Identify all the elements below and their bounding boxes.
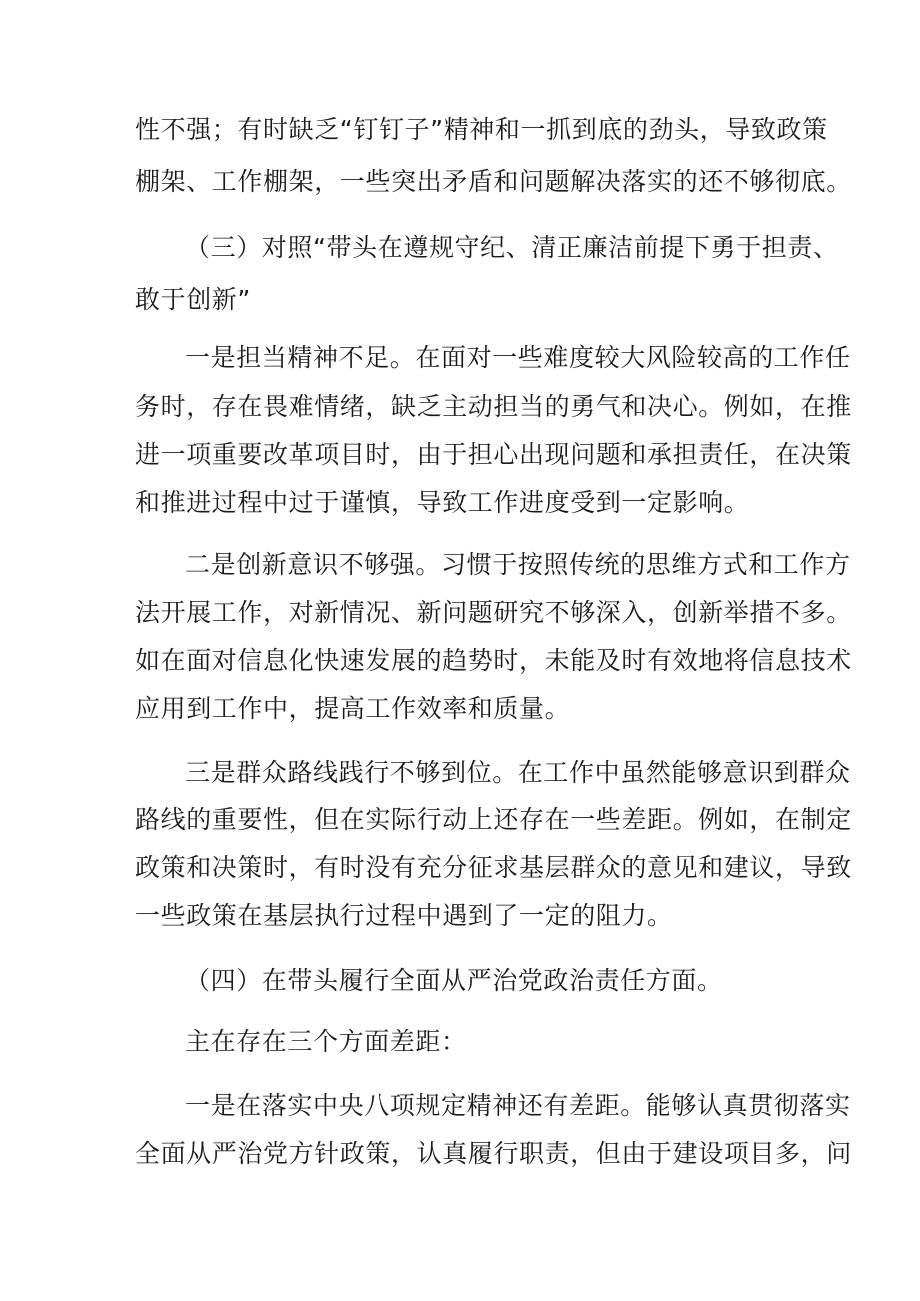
paragraph-line: 和推进过程中过于谨慎，导致工作进度受到一定影响。 [135,488,750,517]
paragraph-line: 一是担当精神不足。在面对一些难度较大风险较高的工作任 [185,343,851,372]
paragraph-line: 二是创新意识不够强。习惯于按照传统的思维方式和工作方 [185,550,851,579]
paragraph-line: 性不强；有时缺乏“钉钉子”精神和一抓到底的劲头，导致政策 [135,115,828,144]
paragraph-line: 路线的重要性，但在实际行动上还存在一些差距。例如，在制定 [135,805,852,834]
paragraph-line: 主在存在三个方面差距： [185,1027,467,1056]
paragraph-line: 三是群众路线践行不够到位。在工作中虽然能够意识到群众 [185,758,851,787]
paragraph-line: 棚架、工作棚架，一些突出矛盾和问题解决落实的还不够彻底。 [135,167,852,196]
paragraph-line: 务时，存在畏难情绪，缺乏主动担当的勇气和决心。例如，在推 [135,392,852,421]
paragraph-line: 一是在落实中央八项规定精神还有差距。能够认真贯彻落实 [185,1091,851,1120]
paragraph-line: 进一项重要改革项目时，由于担心出现问题和承担责任，在决策 [135,440,852,469]
paragraph-line: 政策和决策时，有时没有充分征求基层群众的意见和建议，导致 [135,853,852,882]
section-heading-three-continued: 敢于创新” [135,285,251,314]
section-heading-three: （三）对照“带头在遵规守纪、清正廉洁前提下勇于担责、 [185,233,839,262]
paragraph-line: 如在面对信息化快速发展的趋势时，未能及时有效地将信息技术 [135,646,852,675]
paragraph-line: 全面从严治党方针政策，认真履行职责，但由于建设项目多，问 [135,1139,852,1168]
section-heading-four: （四）在带头履行全面从严治党政治责任方面。 [185,966,723,995]
paragraph-line: 法开展工作，对新情况、新问题研究不够深入，创新举措不多。 [135,598,852,627]
paragraph-line: 一些政策在基层执行过程中遇到了一定的阻力。 [135,901,673,930]
paragraph-line: 应用到工作中，提高工作效率和质量。 [135,694,571,723]
